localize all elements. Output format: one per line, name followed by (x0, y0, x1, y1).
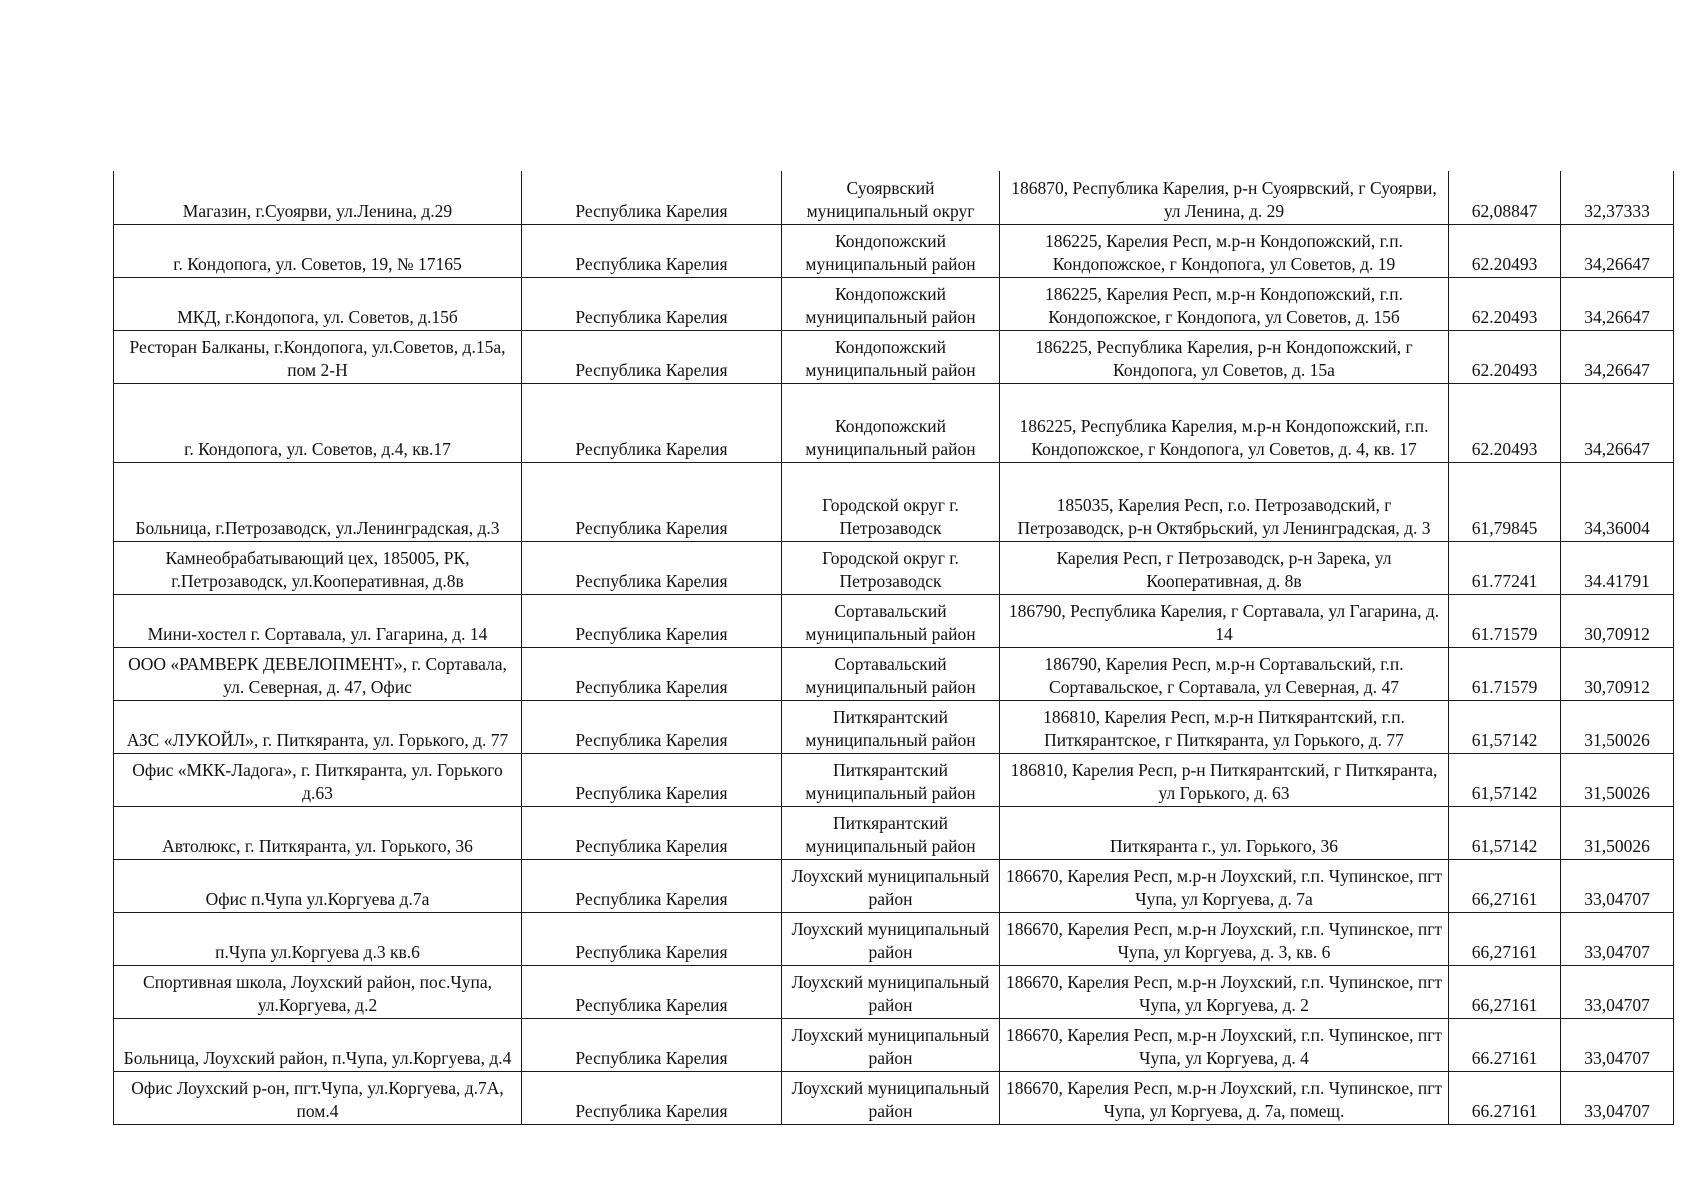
latitude-cell: 62.20493 (1449, 277, 1561, 330)
table-row (114, 224, 1674, 277)
address-cell: 186225, Карелия Респ, м.р-н Кондопожский, г.п. Кондопожское, г Кондопога, ул Советов, д. 15б (1000, 277, 1449, 330)
object-name-cell: ООО «РАМВЕРК ДЕВЕЛОПМЕНТ», г. Сортавала, ул. Северная, д. 47, Офис (114, 647, 522, 700)
latitude-cell: 61,79845 (1449, 462, 1561, 541)
object-name-cell: МКД, г.Кондопога, ул. Советов, д.15б (114, 277, 522, 330)
table-row (114, 171, 1674, 224)
latitude-cell: 66,27161 (1449, 912, 1561, 965)
municipality-cell: Кондопожский муниципальный район (782, 330, 1000, 383)
longitude-cell: 33,04707 (1561, 912, 1674, 965)
latitude-cell: 66,27161 (1449, 859, 1561, 912)
object-name-cell: Офис Лоухский р-он, пгт.Чупа, ул.Коргуева, д.7А, пом.4 (114, 1071, 522, 1124)
object-name-cell: г. Кондопога, ул. Советов, д.4, кв.17 (114, 383, 522, 462)
address-cell: 186810, Карелия Респ, р-н Питкярантский, г Питкяранта, ул Горького, д. 63 (1000, 753, 1449, 806)
longitude-cell: 31,50026 (1561, 700, 1674, 753)
address-cell: 186670, Карелия Респ, м.р-н Лоухский, г.п. Чупинское, пгт Чупа, ул Коргуева, д. 7а, помещ. (1000, 1071, 1449, 1124)
municipality-cell: Питкярантский муниципальный район (782, 806, 1000, 859)
locations-table (113, 171, 1674, 1125)
longitude-cell: 31,50026 (1561, 753, 1674, 806)
latitude-cell: 62.20493 (1449, 330, 1561, 383)
table-row (114, 912, 1674, 965)
region-cell: Республика Карелия (522, 330, 782, 383)
municipality-cell: Лоухский муниципальный район (782, 1018, 1000, 1071)
region-cell: Республика Карелия (522, 912, 782, 965)
table-row (114, 594, 1674, 647)
region-cell: Республика Карелия (522, 541, 782, 594)
table-row (114, 859, 1674, 912)
address-cell: 186670, Карелия Респ, м.р-н Лоухский, г.п. Чупинское, пгт Чупа, ул Коргуева, д. 2 (1000, 965, 1449, 1018)
latitude-cell: 62.20493 (1449, 224, 1561, 277)
region-cell: Республика Карелия (522, 859, 782, 912)
address-cell: 186810, Карелия Респ, м.р-н Питкярантский, г.п. Питкярантское, г Питкяранта, ул Горького, д. 77 (1000, 700, 1449, 753)
region-cell: Республика Карелия (522, 277, 782, 330)
municipality-cell: Лоухский муниципальный район (782, 965, 1000, 1018)
latitude-cell: 61.71579 (1449, 647, 1561, 700)
longitude-cell: 34,26647 (1561, 277, 1674, 330)
table-row (114, 806, 1674, 859)
table-row (114, 965, 1674, 1018)
address-cell: 186790, Карелия Респ, м.р-н Сортавальский, г.п. Сортавальское, г Сортавала, ул Северная, д. 47 (1000, 647, 1449, 700)
longitude-cell: 34.41791 (1561, 541, 1674, 594)
municipality-cell: Сортавальский муниципальный район (782, 647, 1000, 700)
region-cell: Республика Карелия (522, 753, 782, 806)
address-cell: 186670, Карелия Респ, м.р-н Лоухский, г.п. Чупинское, пгт Чупа, ул Коргуева, д. 7а (1000, 859, 1449, 912)
table-row (114, 462, 1674, 541)
object-name-cell: Офис п.Чупа ул.Коргуева д.7а (114, 859, 522, 912)
region-cell: Республика Карелия (522, 700, 782, 753)
table-row (114, 1018, 1674, 1071)
longitude-cell: 34,26647 (1561, 224, 1674, 277)
address-cell: 185035, Карелия Респ, г.о. Петрозаводский, г Петрозаводск, р-н Октябрьский, ул Ленинградская, д. 3 (1000, 462, 1449, 541)
region-cell: Республика Карелия (522, 171, 782, 224)
municipality-cell: Питкярантский муниципальный район (782, 753, 1000, 806)
table-row (114, 330, 1674, 383)
table-row (114, 277, 1674, 330)
address-cell: 186225, Республика Карелия, м.р-н Кондопожский, г.п. Кондопожское, г Кондопога, ул Советов, д. 4, кв. 17 (1000, 383, 1449, 462)
address-cell: 186670, Карелия Респ, м.р-н Лоухский, г.п. Чупинское, пгт Чупа, ул Коргуева, д. 3, кв. 6 (1000, 912, 1449, 965)
municipality-cell: Лоухский муниципальный район (782, 1071, 1000, 1124)
region-cell: Республика Карелия (522, 383, 782, 462)
region-cell: Республика Карелия (522, 462, 782, 541)
municipality-cell: Лоухский муниципальный район (782, 912, 1000, 965)
longitude-cell: 33,04707 (1561, 1018, 1674, 1071)
table-row (114, 1071, 1674, 1124)
latitude-cell: 61,57142 (1449, 806, 1561, 859)
address-cell: 186225, Республика Карелия, р-н Кондопожский, г Кондопога, ул Советов, д. 15а (1000, 330, 1449, 383)
latitude-cell: 61.71579 (1449, 594, 1561, 647)
region-cell: Республика Карелия (522, 1018, 782, 1071)
latitude-cell: 61,57142 (1449, 700, 1561, 753)
municipality-cell: Суоярвский муниципальный округ (782, 171, 1000, 224)
latitude-cell: 66,27161 (1449, 965, 1561, 1018)
longitude-cell: 33,04707 (1561, 859, 1674, 912)
region-cell: Республика Карелия (522, 647, 782, 700)
municipality-cell: Городской округ г. Петрозаводск (782, 462, 1000, 541)
table-row (114, 700, 1674, 753)
longitude-cell: 32,37333 (1561, 171, 1674, 224)
latitude-cell: 62.20493 (1449, 383, 1561, 462)
address-cell: 186225, Карелия Респ, м.р-н Кондопожский, г.п. Кондопожское, г Кондопога, ул Советов, д. 19 (1000, 224, 1449, 277)
table-row (114, 541, 1674, 594)
object-name-cell: Магазин, г.Суоярви, ул.Ленина, д.29 (114, 171, 522, 224)
object-name-cell: п.Чупа ул.Коргуева д.3 кв.6 (114, 912, 522, 965)
latitude-cell: 66.27161 (1449, 1018, 1561, 1071)
object-name-cell: Ресторан Балканы, г.Кондопога, ул.Советов, д.15а, пом 2-Н (114, 330, 522, 383)
latitude-cell: 61.77241 (1449, 541, 1561, 594)
object-name-cell: АЗС «ЛУКОЙЛ», г. Питкяранта, ул. Горького, д. 77 (114, 700, 522, 753)
longitude-cell: 34,26647 (1561, 383, 1674, 462)
address-cell: 186790, Республика Карелия, г Сортавала, ул Гагарина, д. 14 (1000, 594, 1449, 647)
object-name-cell: Больница, Лоухский район, п.Чупа, ул.Коргуева, д.4 (114, 1018, 522, 1071)
region-cell: Республика Карелия (522, 806, 782, 859)
municipality-cell: Кондопожский муниципальный район (782, 383, 1000, 462)
municipality-cell: Кондопожский муниципальный район (782, 224, 1000, 277)
longitude-cell: 31,50026 (1561, 806, 1674, 859)
object-name-cell: Больница, г.Петрозаводск, ул.Ленинградская, д.3 (114, 462, 522, 541)
longitude-cell: 34,36004 (1561, 462, 1674, 541)
longitude-cell: 30,70912 (1561, 594, 1674, 647)
object-name-cell: Автолюкс, г. Питкяранта, ул. Горького, 36 (114, 806, 522, 859)
object-name-cell: Офис «МКК-Ладога», г. Питкяранта, ул. Горького д.63 (114, 753, 522, 806)
document-page (113, 171, 1673, 1125)
latitude-cell: 62,08847 (1449, 171, 1561, 224)
table-row (114, 383, 1674, 462)
latitude-cell: 66.27161 (1449, 1071, 1561, 1124)
longitude-cell: 33,04707 (1561, 1071, 1674, 1124)
object-name-cell: г. Кондопога, ул. Советов, 19, № 17165 (114, 224, 522, 277)
longitude-cell: 33,04707 (1561, 965, 1674, 1018)
object-name-cell: Камнеобрабатывающий цех, 185005, РК, г.Петрозаводск, ул.Кооперативная, д.8в (114, 541, 522, 594)
municipality-cell: Лоухский муниципальный район (782, 859, 1000, 912)
table-row (114, 647, 1674, 700)
region-cell: Республика Карелия (522, 1071, 782, 1124)
region-cell: Республика Карелия (522, 594, 782, 647)
municipality-cell: Городской округ г. Петрозаводск (782, 541, 1000, 594)
address-cell: Карелия Респ, г Петрозаводск, р-н Зарека, ул Кооперативная, д. 8в (1000, 541, 1449, 594)
address-cell: 186670, Карелия Респ, м.р-н Лоухский, г.п. Чупинское, пгт Чупа, ул Коргуева, д. 4 (1000, 1018, 1449, 1071)
longitude-cell: 30,70912 (1561, 647, 1674, 700)
table-row (114, 753, 1674, 806)
address-cell: 186870, Республика Карелия, р-н Суоярвский, г Суоярви, ул Ленина, д. 29 (1000, 171, 1449, 224)
object-name-cell: Мини-хостел г. Сортавала, ул. Гагарина, д. 14 (114, 594, 522, 647)
object-name-cell: Спортивная школа, Лоухский район, пос.Чупа, ул.Коргуева, д.2 (114, 965, 522, 1018)
region-cell: Республика Карелия (522, 224, 782, 277)
address-cell: Питкяранта г., ул. Горького, 36 (1000, 806, 1449, 859)
latitude-cell: 61,57142 (1449, 753, 1561, 806)
longitude-cell: 34,26647 (1561, 330, 1674, 383)
municipality-cell: Сортавальский муниципальный район (782, 594, 1000, 647)
municipality-cell: Кондопожский муниципальный район (782, 277, 1000, 330)
municipality-cell: Питкярантский муниципальный район (782, 700, 1000, 753)
region-cell: Республика Карелия (522, 965, 782, 1018)
